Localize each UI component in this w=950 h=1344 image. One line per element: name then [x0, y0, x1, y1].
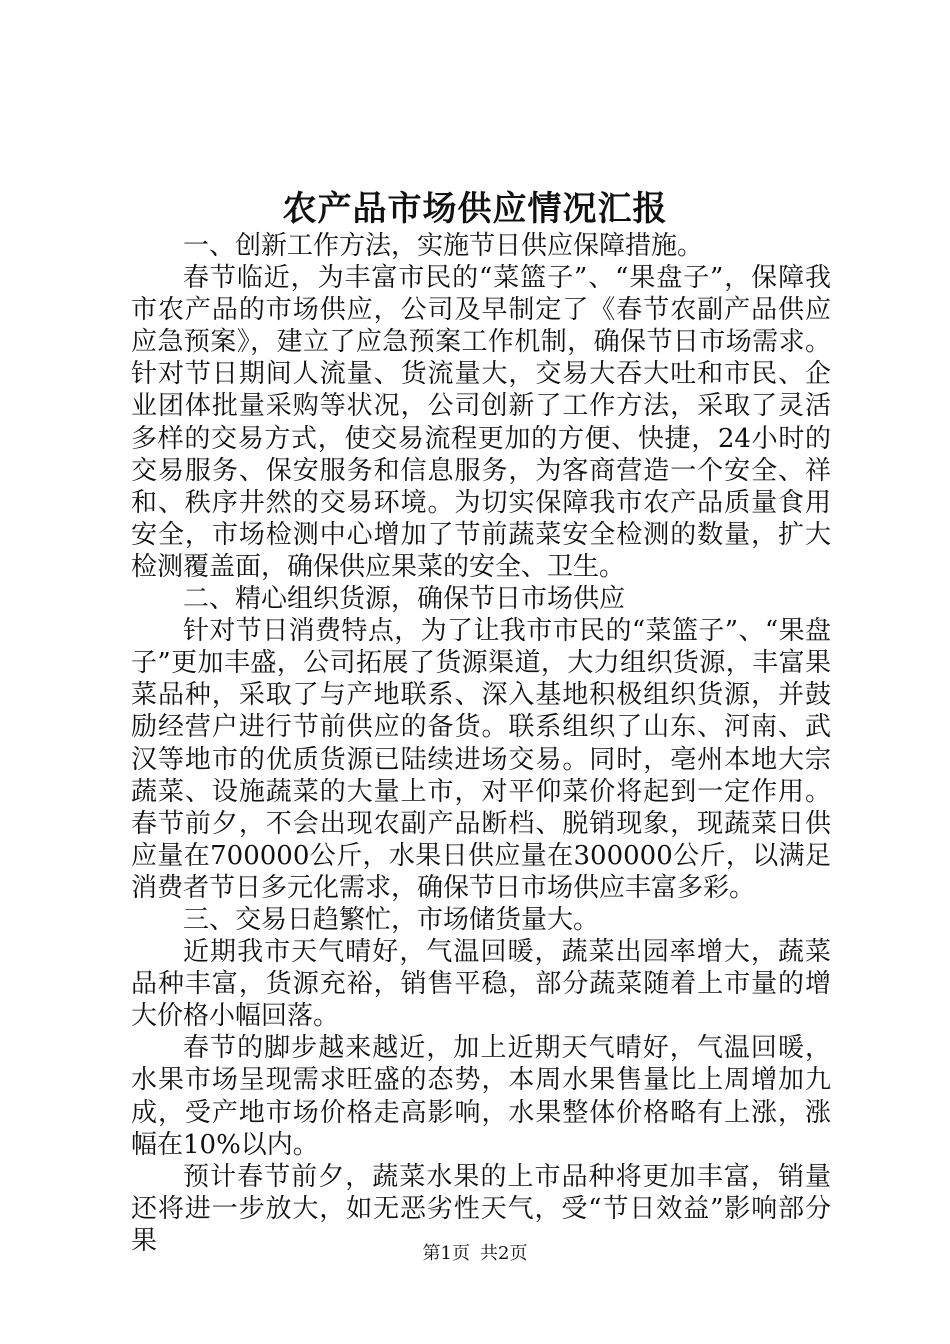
section-heading-1: 一、创新工作方法，实施节日供应保障措施。	[183, 231, 704, 261]
page-total: 共2页	[480, 1243, 528, 1264]
paragraph-2: 针对节日消费特点，为了让我市市民的“菜篮子”、“果盘子”更加丰盛，公司拓展了货源渠道，大力组织货源，丰富果菜品种，采取了与产地联系、深入基地积极组织货源，并鼓励经营户进行节前供应的备货。联系组织了山东、河南、武汉等地市的优质货源已陆续进场交易。同时，亳州本地大宗蔬菜、设施蔬菜的大量上市，对平仰菜价将起到一定作用。春节前夕，不会出现农副产品断档、脱销现象，现蔬菜日供应量在700000公斤，水果日供应量在300000公斤，以满足消费者节日多元化需求，确保节日市场供应丰富多彩。	[131, 616, 831, 903]
page-footer	[0, 1242, 950, 1266]
section-heading-2: 二、精心组织货源，确保节日市场供应	[183, 584, 626, 615]
paragraph-4: 春节的脚步越来越近，加上近期天气晴好，气温回暖，水果市场呈现需求旺盛的态势，本周水果售量比上周增加九成，受产地市场价格走高影响，水果整体价格略有上涨，涨幅在10%以内。	[131, 1033, 831, 1160]
document-body	[131, 230, 831, 1257]
page-number: 第1页	[422, 1243, 470, 1264]
paragraph-1: 春节临近，为丰富市民的“菜篮子”、“果盘子”，保障我市农产品的市场供应，公司及早制定了《春节农副产品供应应急预案》，建立了应急预案工作机制，确保节日市场需求。针对节日期间人流量、货流量大，交易大吞大吐和市民、企业团体批量采购等状况，公司创新了工作方法，采取了灵活多样的交易方式，使交易流程更加的方便、快捷，24小时的交易服务、保安服务和信息服务，为客商营造一个安全、祥和、秩序井然的交易环境。为切实保障我市农产品质量食用安全，市场检测中心增加了节前蔬菜安全检测的数量，扩大检测覆盖面，确保供应果菜的安全、卫生。	[131, 263, 831, 582]
paragraph-5: 预计春节前夕，蔬菜水果的上市品种将更加丰富，销量还将进一步放大，如无恶劣性天气，受“节日效益”影响部分果	[131, 1161, 831, 1256]
paragraph-3: 近期我市天气晴好，气温回暖，蔬菜出园率增大，蔬菜品种丰富，货源充裕，销售平稳，部分蔬菜随着上市量的增大价格小幅回落。	[131, 937, 831, 1032]
section-heading-3: 三、交易日趋繁忙，市场储货量大。	[183, 904, 600, 935]
document-title: 农产品市场供应情况汇报	[282, 189, 668, 229]
